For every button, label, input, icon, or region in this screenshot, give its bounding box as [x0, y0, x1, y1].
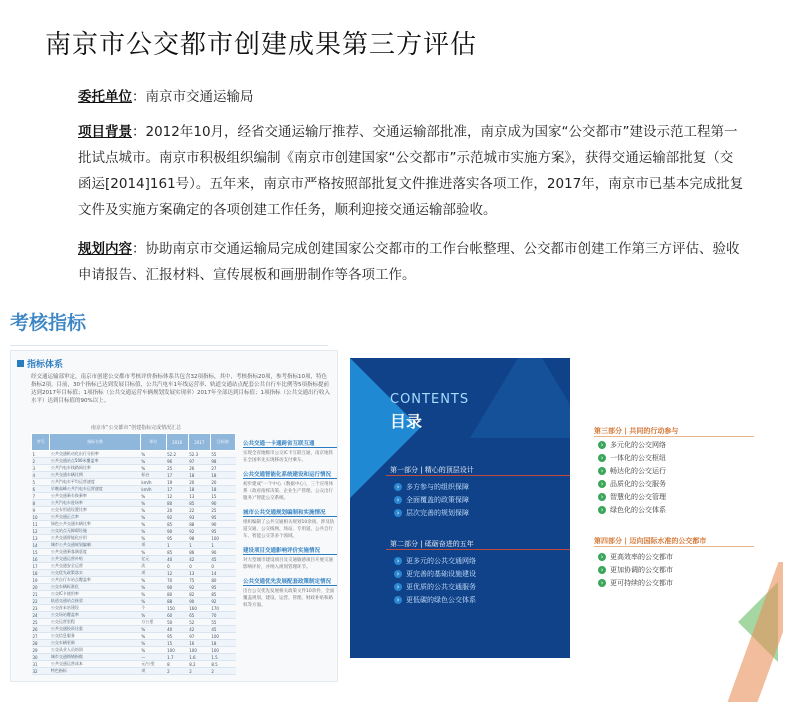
table-cell: 公共汽电车平均运营速度	[50, 479, 140, 486]
table-cell: —	[140, 654, 166, 661]
table-cell: 项	[140, 668, 166, 675]
part3-item: › 智慧化的公交管理	[598, 492, 666, 502]
table-cell: 公共汽电车进场率	[50, 500, 140, 507]
client-label: 委托单位	[78, 89, 132, 105]
section-title: 考核指标	[10, 312, 87, 334]
table-cell: 公交车辆更新	[50, 640, 140, 647]
table-cell: 85	[188, 500, 210, 507]
table-cell: 55	[210, 619, 235, 626]
side-note-body: 实现全省地级市公交IC卡互联互通，南京地铁在全国率先实现移动支付乘车。	[243, 451, 333, 463]
table-cell: 公共交通机动化出行分担率	[50, 451, 140, 458]
table-cell: 13	[188, 570, 210, 577]
table-cell: 项	[140, 570, 166, 577]
table-cell: 3	[32, 465, 50, 472]
mulu-label: 目录	[390, 412, 423, 431]
table-cell: 13	[188, 493, 210, 500]
table-cell: 公交首末站建设	[50, 605, 140, 612]
table-cell: 公共交通乘客满意度	[50, 549, 140, 556]
table-cell: %	[140, 493, 166, 500]
table-header-cell: 指标名称	[50, 434, 140, 451]
table-cell: 15	[166, 640, 188, 647]
table-cell: %	[140, 507, 166, 514]
table-cell: 公交运营里程	[50, 619, 140, 626]
table-row	[32, 479, 236, 486]
table-cell: 30	[32, 654, 50, 661]
table-cell: 20	[32, 584, 50, 591]
table-cell: 早晚高峰公共汽电车运营速度	[50, 486, 140, 493]
table-cell: 15	[210, 493, 235, 500]
part-divider	[594, 546, 754, 547]
table-cell: 50	[166, 619, 188, 626]
table-cell: 公共交通车辆比例	[50, 472, 140, 479]
table-cell: 52.2	[166, 451, 188, 458]
table-cell: %	[140, 451, 166, 458]
table-cell: 65	[188, 612, 210, 619]
table-cell: 90	[210, 521, 235, 528]
table-cell: 11	[32, 521, 50, 528]
side-note-heading: 公共交通优先发展配套政策制定情况	[243, 577, 337, 586]
table-cell: 85	[166, 549, 188, 556]
table-cell: %	[140, 458, 166, 465]
table-cell: 45	[210, 626, 235, 633]
table-cell: 1	[210, 542, 235, 549]
plan-label: 规划内容	[78, 241, 132, 257]
table-cell: 12	[166, 570, 188, 577]
table-cell: 25	[210, 507, 235, 514]
part3-item: › 一体化的公交枢纽	[598, 453, 666, 463]
indicator-system-image	[10, 350, 338, 682]
table-cell: %	[140, 591, 166, 598]
table-row	[32, 633, 236, 640]
side-note-body: 出台公交优先发展相关政策文件10余件，全面覆盖规划、建设、运营、管理、财政补贴和路权等方面。	[243, 589, 335, 608]
table-row	[32, 535, 236, 542]
part1-item: › 层次完善的规划保障	[394, 508, 469, 518]
table-cell: 80	[166, 500, 188, 507]
indicator-table	[31, 433, 236, 675]
part1-item: › 多方参与的组织保障	[394, 482, 469, 492]
table-cell: %	[140, 584, 166, 591]
table-cell: 96	[166, 458, 188, 465]
table-cell: 92	[210, 598, 235, 605]
table-cell: 公交信息服务	[50, 633, 140, 640]
table-cell: 公交IC卡使用率	[50, 591, 140, 598]
table-cell: 21	[32, 591, 50, 598]
table-row	[32, 612, 236, 619]
table-cell: 20	[166, 507, 188, 514]
table-cell: %	[140, 598, 166, 605]
part2-item: › 更优质的公共交通服务	[394, 582, 476, 592]
table-header-cell: 单位	[140, 434, 166, 451]
part1-item: › 全面覆盖的政策保障	[394, 495, 469, 505]
part3-item: › 品质化的公交服务	[598, 479, 666, 489]
table-cell: 22	[32, 598, 50, 605]
table-cell: 公共交通站点500米覆盖率	[50, 458, 140, 465]
table-cell: 90	[166, 528, 188, 535]
table-cell: km/h	[140, 486, 166, 493]
table-row	[32, 626, 236, 633]
indicator-table-caption: 南京市“公交都市”创建指标完成情况汇总	[90, 425, 182, 431]
table-cell: 28	[32, 640, 50, 647]
table-cell: 1	[32, 451, 50, 458]
table-cell: 100	[210, 535, 235, 542]
table-cell: 12	[166, 493, 188, 500]
table-cell: 18	[210, 640, 235, 647]
table-cell: 98	[188, 535, 210, 542]
table-cell: 2	[210, 668, 235, 675]
table-cell: 25	[166, 465, 188, 472]
table-cell: 92	[188, 584, 210, 591]
part3-item: › 多元化的公交网络	[598, 440, 666, 450]
table-cell: 16	[188, 640, 210, 647]
side-note-body: 初步建成“一个中心（数据中心），三个应用体系（政府指挥决策、企业生产管理、公众出行服务）”智能公交系统。	[243, 482, 334, 501]
table-row	[32, 472, 236, 479]
table-cell: 公交站点无障碍设施	[50, 528, 140, 535]
table-cell: 18	[188, 472, 210, 479]
table-cell: 0	[166, 563, 188, 570]
part4-item: › 更高效率的公交都市	[598, 552, 673, 562]
table-cell: 90	[188, 598, 210, 605]
table-cell: 52	[188, 619, 210, 626]
part-divider	[594, 436, 754, 437]
part2-item: › 更多元的公共交通网络	[394, 556, 476, 566]
table-cell: 0	[188, 563, 210, 570]
table-cell: 95	[210, 514, 235, 521]
table-cell: 元/公里	[140, 661, 166, 668]
table-row	[32, 556, 236, 563]
decor-triangle	[470, 358, 570, 438]
table-cell: 150	[166, 605, 188, 612]
table-cell: 19	[166, 479, 188, 486]
table-cell: %	[140, 528, 166, 535]
table-cell: 100	[210, 633, 235, 640]
table-cell: 城市公共交通规划编制	[50, 542, 140, 549]
table-row	[32, 521, 236, 528]
table-cell: 97	[188, 458, 210, 465]
table-row	[32, 500, 236, 507]
table-cell: %	[140, 500, 166, 507]
table-cell: 70	[166, 577, 188, 584]
side-note-heading: 城市公共交通规划编制和实施情况	[243, 508, 337, 517]
table-cell: 88	[166, 598, 188, 605]
table-cell: 19	[32, 577, 50, 584]
table-cell: 90	[210, 500, 235, 507]
table-cell: 9	[32, 507, 50, 514]
table-cell: %	[140, 647, 166, 654]
table-cell: 项	[140, 542, 166, 549]
table-cell: 公共交通正点率	[50, 514, 140, 521]
contents-page-image	[350, 358, 570, 658]
part2-item: › 更完善的基础设施建设	[394, 569, 476, 579]
table-row	[32, 549, 236, 556]
section-divider	[10, 345, 328, 346]
indicator-system-heading: 指标体系	[17, 357, 63, 370]
table-cell: 92	[166, 514, 188, 521]
table-cell: 公交车辆标准化	[50, 584, 140, 591]
table-cell: 公共交通投资比重	[50, 626, 140, 633]
plan-text: ：协助南京市交通运输局完成创建国家公交都市的工作台帐整理、公交都市创建工作第三方评估、验收申请报告、汇报材料、宣传展板和画册制作等各项工作。	[78, 241, 740, 283]
table-row	[32, 661, 236, 668]
part4-item: › 更可持续的公交都市	[598, 578, 673, 588]
table-cell: 标台	[140, 472, 166, 479]
table-cell: 25	[32, 619, 50, 626]
table-cell: 55	[210, 451, 235, 458]
table-cell: %	[140, 633, 166, 640]
table-header-cell: 2016	[166, 434, 188, 451]
part1-heading: 第一部分 | 精心的顶层设计	[390, 466, 474, 474]
table-header-cell: 目标值	[210, 434, 235, 451]
table-cell: 1	[188, 542, 210, 549]
table-cell: 1	[166, 542, 188, 549]
table-cell: 24	[32, 612, 50, 619]
table-cell: 40	[166, 556, 188, 563]
part4-item: › 更加协调的公交都市	[598, 565, 673, 575]
table-row	[32, 647, 236, 654]
table-row	[32, 640, 236, 647]
table-row	[32, 542, 236, 549]
table-cell: 16	[32, 556, 50, 563]
table-cell: 17	[166, 486, 188, 493]
table-cell: 100	[210, 647, 235, 654]
background-text: ：2012年10月，经省交通运输厅推荐、交通运输部批准，南京成为国家“公交都市”建设示范工程第一批试点城市。南京市积极组织编制《南京市创建国家“公交都市”示范城市实施方案》，获得交通运输部批复（交函运[2014]161号）。五年来，南京市严格按照部批复文件推进落实各项工作，2017年，南京市已基本完成批复文件及实施方案确定的各项创建工作任务，顺利迎接交通运输部验收。	[78, 124, 744, 218]
table-cell: 86	[188, 549, 210, 556]
table-row	[32, 465, 236, 472]
table-cell: 97	[188, 633, 210, 640]
table-cell: 公交优先政策落实	[50, 570, 140, 577]
table-row	[32, 451, 236, 458]
table-row	[32, 507, 236, 514]
table-row	[32, 563, 236, 570]
table-cell: 8.2	[188, 661, 210, 668]
table-cell: 31	[32, 661, 50, 668]
table-cell: 4	[32, 472, 50, 479]
table-cell: 2	[166, 668, 188, 675]
table-cell: %	[140, 535, 166, 542]
table-cell: 29	[32, 647, 50, 654]
table-cell: 170	[210, 605, 235, 612]
table-cell: 70	[210, 612, 235, 619]
table-cell: 12	[32, 528, 50, 535]
table-row	[32, 458, 236, 465]
table-cell: 公共交通乘车换乘率	[50, 493, 140, 500]
table-cell: 88	[188, 521, 210, 528]
table-cell: 90	[210, 549, 235, 556]
table-cell: 23	[32, 605, 50, 612]
side-note-body: 对大型城市建设项目及交通敏感项目开展交通影响评价，并纳入规划管理环节。	[243, 558, 333, 570]
background-label: 项目背景	[78, 124, 132, 140]
table-cell: 75	[188, 577, 210, 584]
table-cell: %	[140, 577, 166, 584]
table-cell: 20	[188, 479, 210, 486]
side-note-heading: 建设项目交通影响评价实施情况	[243, 546, 337, 555]
table-cell: 32	[32, 668, 50, 675]
table-cell: 95	[210, 528, 235, 535]
table-cell: 特色指标	[50, 668, 140, 675]
table-cell: 98	[210, 458, 235, 465]
part4-heading: 第四部分 | 迈向国际水准的公交都市	[594, 537, 707, 545]
side-note-heading: 公共交通智能化系统建设和运行情况	[243, 470, 337, 479]
table-row	[32, 654, 236, 661]
table-row	[32, 598, 236, 605]
table-cell: 8	[166, 661, 188, 668]
side-note-heading: 公共交通一卡通跨省互联互通	[243, 439, 337, 448]
contents-continued-image	[588, 412, 783, 702]
table-cell: 公共交通运营补贴	[50, 556, 140, 563]
indicator-side-notes	[243, 433, 337, 609]
table-row	[32, 668, 236, 675]
table-cell: 14	[32, 542, 50, 549]
table-cell: 18	[32, 570, 50, 577]
table-cell: 13	[32, 535, 50, 542]
table-cell: 公共汽电车线路网比率	[50, 465, 140, 472]
table-cell: 90	[166, 584, 188, 591]
table-cell: 26	[188, 465, 210, 472]
table-cell: 绿色公共交通车辆比率	[50, 521, 140, 528]
table-cell: 18	[210, 472, 235, 479]
page-title: 南京市公交都市创建成果第三方评估	[45, 30, 478, 60]
table-cell: 2	[188, 668, 210, 675]
table-cell: 城市交通拥堵指数	[50, 654, 140, 661]
table-cell: 公共交通智能化应用	[50, 535, 140, 542]
table-row	[32, 570, 236, 577]
side-note-body: 组织编制了公共交通相关规划10余项，涉及轨道交通、公交线网、场站、专用道、公共自行车、智能公交等多个领域。	[243, 520, 335, 539]
plan-paragraph	[78, 236, 746, 288]
table-row	[32, 577, 236, 584]
table-cell: 100	[188, 647, 210, 654]
table-cell: 15	[32, 549, 50, 556]
part2-item: › 更低碳的绿色公交体系	[394, 595, 476, 605]
part3-heading: 第三部分 | 共同的行动参与	[594, 427, 679, 435]
table-cell: 亿元	[140, 556, 166, 563]
table-row	[32, 528, 236, 535]
table-cell: 52.3	[188, 451, 210, 458]
table-cell: 93	[188, 514, 210, 521]
table-cell: 1.6	[188, 654, 210, 661]
table-cell: 14	[210, 570, 235, 577]
table-cell: 18	[188, 486, 210, 493]
table-cell: 公共自行车站点覆盖率	[50, 577, 140, 584]
contents-label: CONTENTS	[390, 392, 470, 407]
table-cell: 轨道交通站点接驳	[50, 598, 140, 605]
table-cell: 0	[210, 563, 235, 570]
background-paragraph	[78, 119, 746, 223]
table-cell: 次	[140, 563, 166, 570]
table-cell: 6	[32, 486, 50, 493]
table-cell: 100	[166, 647, 188, 654]
table-row	[32, 486, 236, 493]
table-cell: 85	[210, 591, 235, 598]
table-cell: 1.7	[166, 654, 188, 661]
table-cell: 95	[166, 633, 188, 640]
table-cell: 17	[32, 563, 50, 570]
table-cell: 10	[32, 514, 50, 521]
table-row	[32, 591, 236, 598]
table-cell: 万公里	[140, 619, 166, 626]
part3-item: › 畅达化的公交运行	[598, 466, 666, 476]
table-cell: 85	[166, 521, 188, 528]
client-paragraph	[78, 84, 746, 110]
table-cell: 8.5	[210, 661, 235, 668]
indicator-system-intro: 经交通运输部审定，南京市创建公交都市考核评价指标体系共包含32项指标，其中，考核指标20项，参考指标10项，特色指标2项。目前，30个指标已达到发展目标值，公共汽电车1年线运营率、轨道交通站点配套公共自行车比例等5项指标提前达到2017年目标值；1项指标（公共交通运营车辆规划发展实现率）2017年全部达到目标值；1项指标（公共交通出行收入水平）达到目标值的90%以上。	[31, 374, 330, 404]
table-cell: 18	[210, 486, 235, 493]
table-cell: %	[140, 549, 166, 556]
table-cell: 公共交通安全运营	[50, 563, 140, 570]
table-cell: 17	[166, 472, 188, 479]
table-row	[32, 493, 236, 500]
table-cell: 2	[32, 458, 50, 465]
table-cell: 8	[32, 500, 50, 507]
table-cell: 160	[188, 605, 210, 612]
table-cell: 95	[166, 535, 188, 542]
table-cell: 22	[188, 507, 210, 514]
table-row	[32, 514, 236, 521]
table-cell: 45	[210, 556, 235, 563]
table-cell: %	[140, 640, 166, 647]
table-cell: 82	[188, 591, 210, 598]
table-cell: 公交专用道设置比率	[50, 507, 140, 514]
table-row	[32, 605, 236, 612]
table-header-cell: 2017	[188, 434, 210, 451]
table-cell: 80	[210, 577, 235, 584]
table-cell: 80	[166, 591, 188, 598]
table-cell: %	[140, 612, 166, 619]
table-cell: 5	[32, 479, 50, 486]
part2-heading: 第二部分 | 砥砺奋进的五年	[390, 540, 474, 548]
table-cell: 20	[210, 479, 235, 486]
table-cell: 42	[188, 626, 210, 633]
table-cell: 个	[140, 605, 166, 612]
table-header-cell: 序号	[32, 434, 50, 451]
table-cell: 27	[32, 633, 50, 640]
table-cell: 7	[32, 493, 50, 500]
table-cell: %	[140, 626, 166, 633]
table-cell: km/h	[140, 479, 166, 486]
table-cell: %	[140, 521, 166, 528]
table-cell: 27	[210, 465, 235, 472]
table-cell: 60	[166, 612, 188, 619]
table-cell: 公交从业人员培训	[50, 647, 140, 654]
table-cell: %	[140, 465, 166, 472]
table-row	[32, 619, 236, 626]
table-cell: 95	[210, 584, 235, 591]
table-cell: 26	[32, 626, 50, 633]
part3-item: › 绿色化的公交体系	[598, 505, 666, 515]
table-cell: 公共交通运营成本	[50, 661, 140, 668]
table-cell: 1.5	[210, 654, 235, 661]
part-divider	[386, 549, 570, 550]
table-cell: %	[140, 514, 166, 521]
table-cell: 公交场站覆盖率	[50, 612, 140, 619]
table-cell: 40	[166, 626, 188, 633]
table-cell: 92	[188, 528, 210, 535]
table-row	[32, 584, 236, 591]
part-divider	[386, 475, 570, 476]
client-text: ：南京市交通运输局	[132, 89, 254, 105]
table-cell: 42	[188, 556, 210, 563]
